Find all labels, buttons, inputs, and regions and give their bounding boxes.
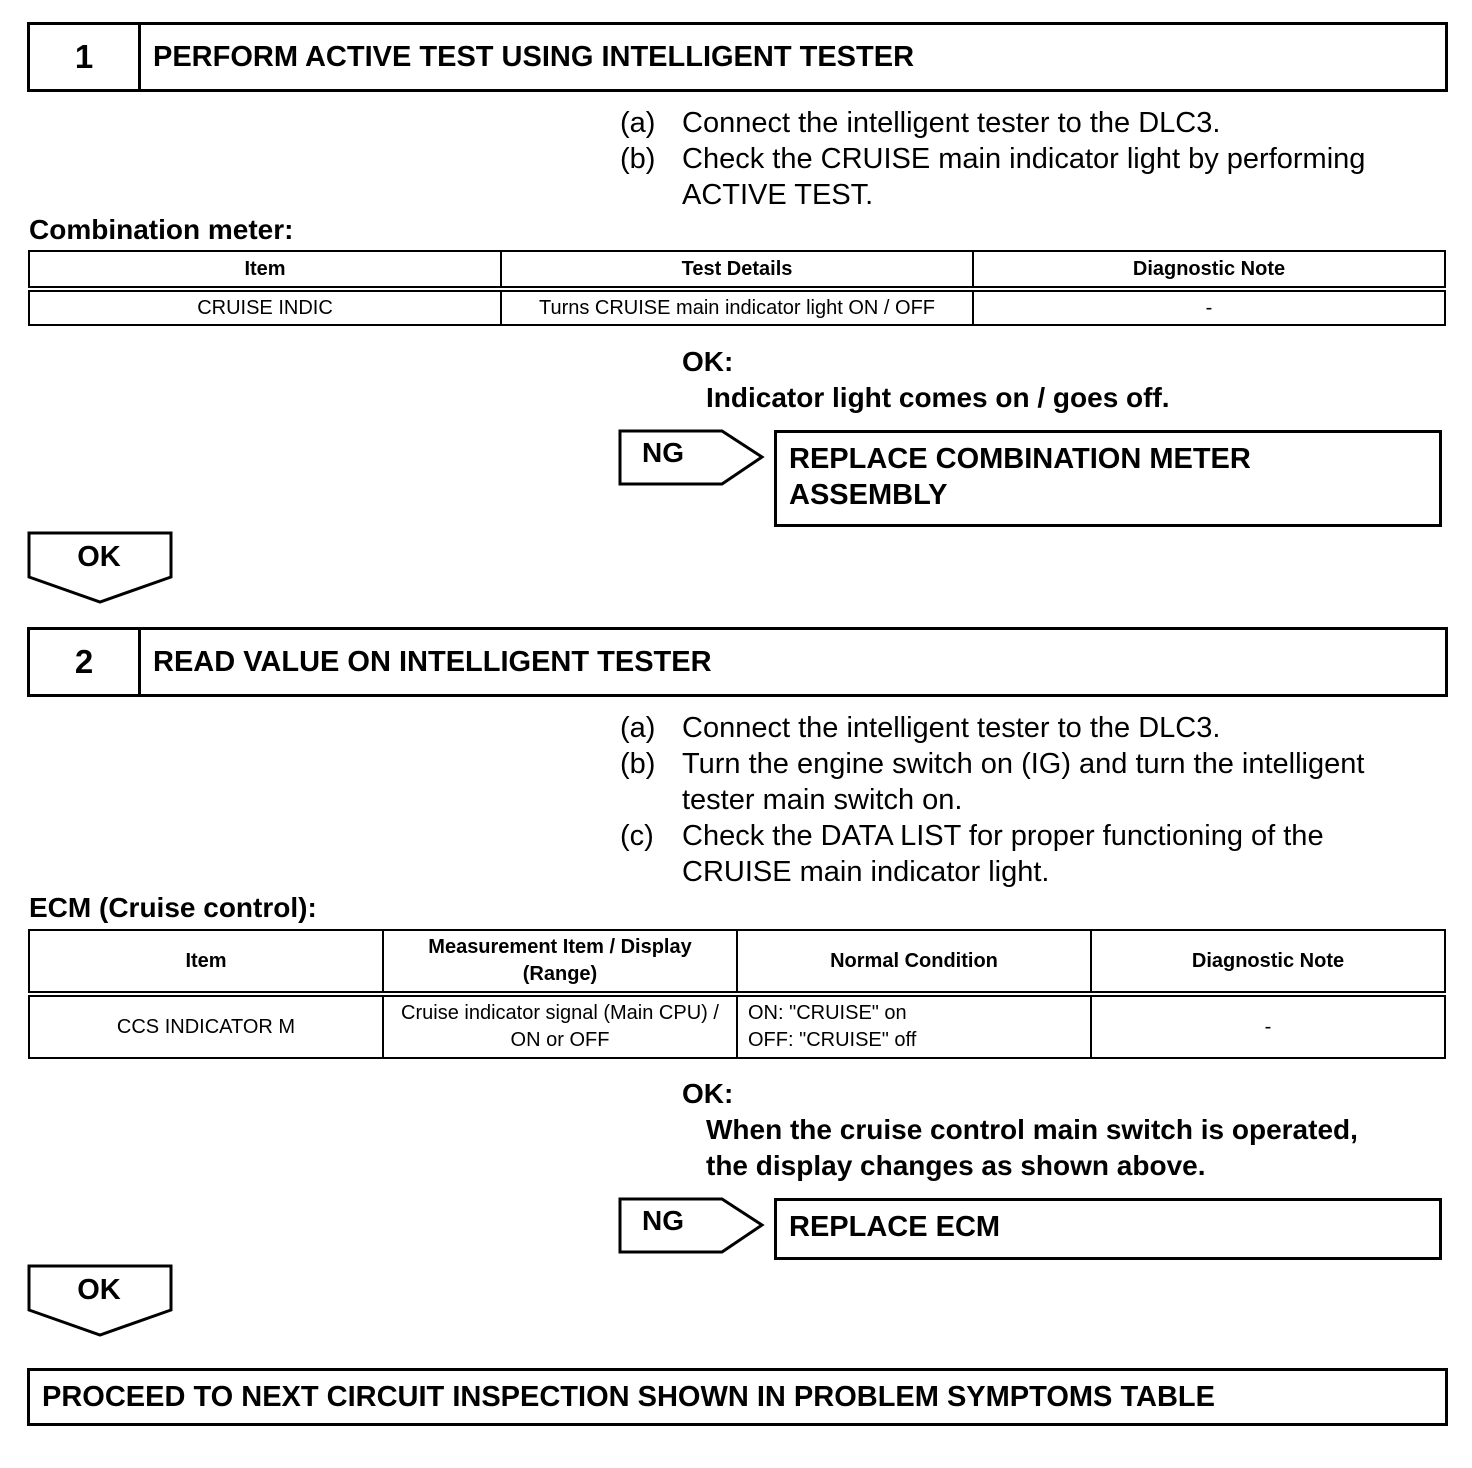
ok-criteria: OK: Indicator light comes on / goes off. [682,346,1170,413]
instruction-item: (b) Check the CRUISE main indicator light by performing ACTIVE TEST. [620,143,1366,211]
ng-action-box: REPLACE ECM [774,1198,1442,1260]
column-header: Item [29,930,383,994]
ecm-cruise-table [28,929,1446,1059]
final-instruction-box: PROCEED TO NEXT CIRCUIT INSPECTION SHOWN IN PROBLEM SYMPTOMS TABLE [27,1368,1448,1426]
step-title: PERFORM ACTIVE TEST USING INTELLIGENT TESTER [153,40,915,73]
table-label: ECM (Cruise control): [29,892,317,923]
ok-arrow: OK [27,1264,175,1338]
step-2-header [27,627,1448,697]
ng-arrow-shape [618,429,766,487]
column-header: Test Details [501,251,973,289]
ng-arrow-shape [618,1197,766,1255]
table-label: Combination meter: [29,214,294,245]
column-header: Diagnostic Note [973,251,1445,289]
ng-action-box: REPLACE COMBINATION METER ASSEMBLY [774,430,1442,527]
instruction-item: (b) Turn the engine switch on (IG) and turn the intelligent tester main switch on. [620,748,1365,816]
step-1-instructions [620,105,1412,213]
ok-criteria: OK: When the cruise control main switch is operated, the display changes as shown above. [682,1078,1358,1181]
table-row: CCS INDICATOR M Cruise indicator signal (Main CPU) / ON or OFF ON: "CRUISE" on OFF: "CRUISE" off - [29,994,1445,1058]
ng-arrow: NG [618,429,766,487]
instruction-item: (c) Check the DATA LIST for proper functioning of the CRUISE main indicator light. [620,820,1324,888]
instruction-item: (a) Connect the intelligent tester to the DLC3. [620,712,1221,744]
instruction-item: (a) Connect the intelligent tester to the DLC3. [620,107,1221,139]
table-row: CRUISE INDIC Turns CRUISE main indicator light ON / OFF - [29,289,1445,325]
ok-arrow: OK [27,531,175,605]
step-number: 1 [30,25,141,89]
column-header: Measurement Item / Display (Range) [383,930,737,994]
column-header: Diagnostic Note [1091,930,1445,994]
step-title: READ VALUE ON INTELLIGENT TESTER [153,645,712,678]
ng-arrow: NG [618,1197,766,1255]
combination-meter-table [28,250,1446,326]
step-2-instructions [620,710,1412,890]
column-header: Item [29,251,501,289]
column-header: Normal Condition [737,930,1091,994]
step-1-header [27,22,1448,92]
step-number: 2 [30,630,141,694]
